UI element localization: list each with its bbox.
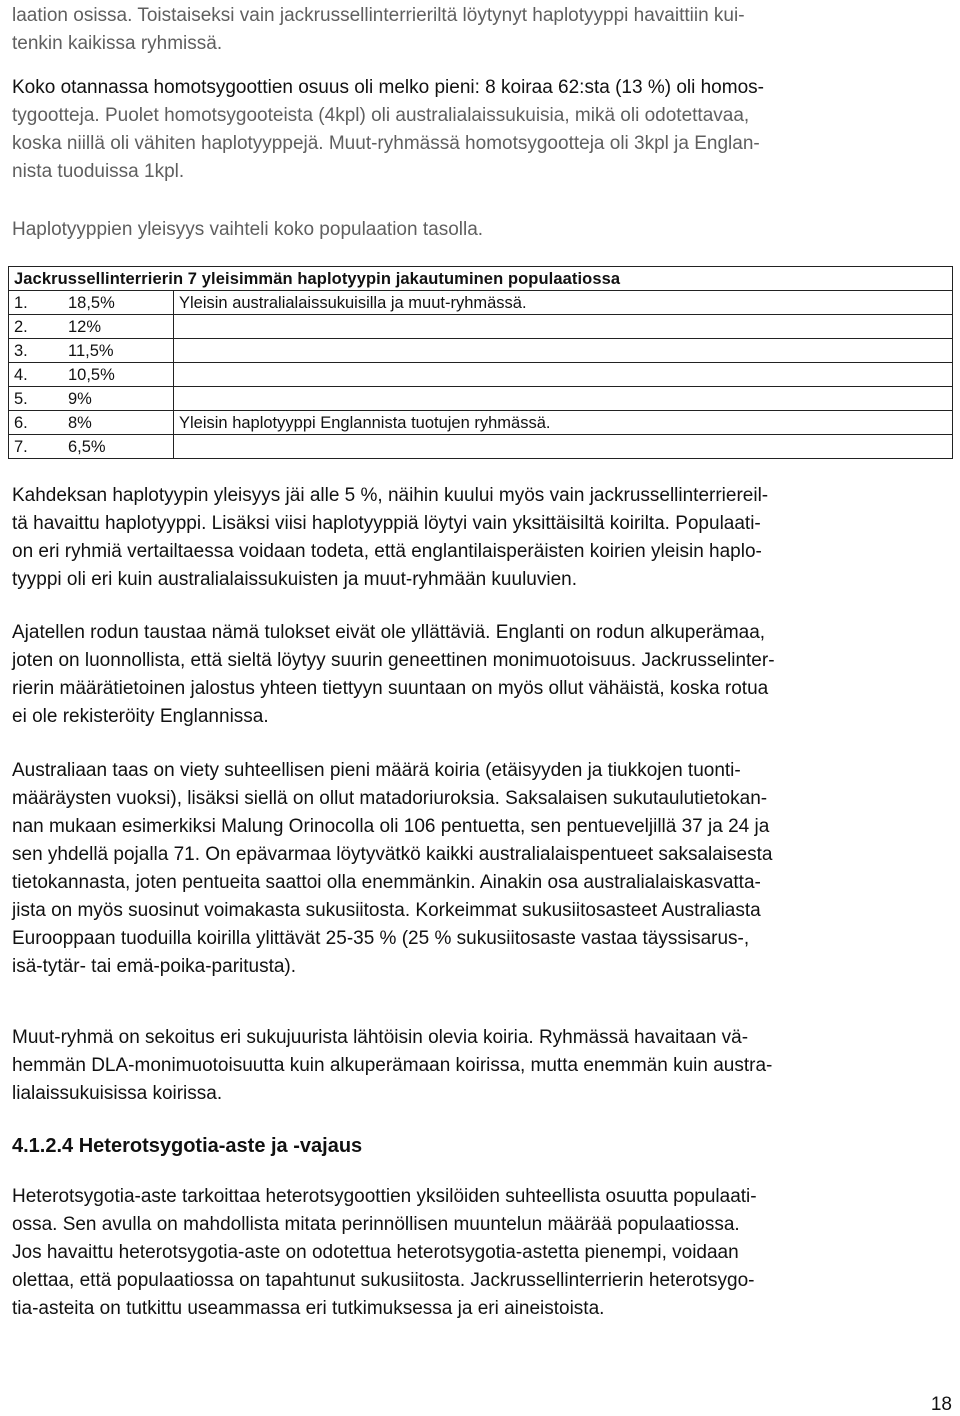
rank-cell: 6. — [9, 411, 64, 435]
text-line: rierin määrätietoinen jalostus yhteen tiettyyn suuntaan on myös ollut vähäistä, koska rotua — [12, 678, 769, 699]
haplotype-table — [8, 266, 953, 459]
text-line: sen yhdellä pojalla 71. On epävarmaa löytyvätkö kaikki australialaispentueet saksalaisesta — [12, 844, 773, 865]
text-line: määräysten vuoksi), lisäksi siellä on ollut matadoriuroksia. Saksalaisen sukutaulutietokan- — [12, 788, 768, 809]
text-line: tenkin kaikissa ryhmissä. — [12, 33, 223, 54]
text-line: Ajatellen rodun taustaa nämä tulokset eivät ole yllättäviä. Englanti on rodun alkuperämaa, — [12, 622, 766, 643]
table-row — [9, 339, 953, 363]
note-cell: Yleisin haplotyyppi Englannista tuotujen ryhmässä. — [174, 411, 953, 435]
text-line: nista tuoduissa 1kpl. — [12, 161, 185, 182]
text-line: Koko otannassa homotsygoottien osuus oli melko pieni: 8 koiraa 62:sta (13 %) oli homos- — [12, 77, 764, 98]
table-row — [9, 315, 953, 339]
percent-cell: 10,5% — [63, 363, 174, 387]
text-line: joten on luonnollista, että sieltä löytyy suurin geneettinen monimuotoisuus. Jackrusselinter- — [12, 650, 775, 671]
section-heading: 4.1.2.4 Heterotsygotia-aste ja -vajaus — [12, 1135, 363, 1157]
percent-cell: 6,5% — [63, 435, 174, 459]
muut-group-paragraph — [12, 1024, 952, 1108]
text-line: laation osissa. Toistaiseksi vain jackrussellinterrieriltä löytynyt haplotyyppi havaittiin kui- — [12, 5, 745, 26]
percent-cell: 9% — [63, 387, 174, 411]
text-line: Haplotyyppien yleisyys vaihteli koko populaation tasolla. — [12, 219, 484, 240]
text-line: Heterotsygotia-aste tarkoittaa heterotsygoottien yksilöiden suhteellista osuutta populaati- — [12, 1186, 757, 1207]
text-line: tia-asteita on tutkittu useammassa eri tutkimuksessa ja eri aineistoista. — [12, 1298, 605, 1319]
text-line: Jos havaittu heterotsygotia-aste on odotettua heterotsygotia-astetta pienempi, voidaan — [12, 1242, 739, 1263]
heterozygosity-paragraph — [12, 1183, 952, 1323]
table-row — [9, 291, 953, 315]
text-line: hemmän DLA-monimuotoisuutta kuin alkuperämaan koirissa, mutta enemmän kuin austra- — [12, 1055, 773, 1076]
note-cell: Yleisin australialaissukuisilla ja muut-ryhmässä. — [174, 291, 953, 315]
note-cell — [174, 339, 953, 363]
rank-cell: 7. — [9, 435, 64, 459]
rank-cell: 5. — [9, 387, 64, 411]
rank-cell: 1. — [9, 291, 64, 315]
text-line: tä havaittu haplotyyppi. Lisäksi viisi haplotyyppiä löytyi vain yksittäisiltä koirilta. Populaati- — [12, 513, 761, 534]
text-line: lialaissukuisissa koirissa. — [12, 1083, 223, 1104]
text-line: Kahdeksan haplotyypin yleisyys jäi alle 5 %, näihin kuului myös vain jackrussellinterriereil- — [12, 485, 769, 506]
table-title: Jackrussellinterrierin 7 yleisimmän haplotyypin jakautuminen populaatiossa — [9, 267, 953, 291]
homozygote-paragraph — [12, 74, 952, 186]
text-line: jista on myös suosinut voimakasta sukusiitosta. Korkeimmat sukusiitosasteet Australiasta — [12, 900, 761, 921]
text-line: on eri ryhmiä vertailtaessa voidaan todeta, että englantilaisperäisten koirien yleisin haplo- — [12, 541, 762, 562]
background-paragraph — [12, 619, 952, 731]
text-line: nan mukaan esimerkiksi Malung Orinocolla oli 106 pentuetta, sen pentueveljillä 37 ja 24 ja — [12, 816, 770, 837]
text-line: tyyppi oli eri kuin australialaissukuisten ja muut-ryhmään kuuluvien. — [12, 569, 577, 590]
eight-haplotypes-paragraph — [12, 482, 952, 594]
table-row — [9, 387, 953, 411]
text-line: tietokannasta, joten pentueita saattoi olla enemmänkin. Ainakin osa australialaiskasvatta- — [12, 872, 761, 893]
table-row — [9, 363, 953, 387]
percent-cell: 8% — [63, 411, 174, 435]
rank-cell: 4. — [9, 363, 64, 387]
text-line: Muut-ryhmä on sekoitus eri sukujuurista lähtöisin olevia koiria. Ryhmässä havaitaan vä- — [12, 1027, 749, 1048]
note-cell — [174, 387, 953, 411]
australia-paragraph — [12, 757, 952, 981]
text-line: ossa. Sen avulla on mahdollista mitata perinnöllisen muuntelun määrää populaatiossa. — [12, 1214, 740, 1235]
text-line: tygootteja. Puolet homotsygooteista (4kpl) oli australialaissukuisia, mikä oli odotettavaa, — [12, 105, 750, 126]
table-row — [9, 435, 953, 459]
rank-cell: 3. — [9, 339, 64, 363]
text-line: Australiaan taas on viety suhteellisen pieni määrä koiria (etäisyyden ja tiukkojen tuonti- — [12, 760, 741, 781]
table-title-row — [9, 267, 953, 291]
text-line: koska niillä oli vähiten haplotyyppejä. Muut-ryhmässä homotsygootteja oli 3kpl ja Englan- — [12, 133, 760, 154]
table-row — [9, 411, 953, 435]
percent-cell: 18,5% — [63, 291, 174, 315]
percent-cell: 12% — [63, 315, 174, 339]
text-line: olettaa, että populaatiossa on tapahtunut sukusiitosta. Jackrussellinterrierin heterotsygo- — [12, 1270, 755, 1291]
variation-paragraph — [12, 216, 952, 244]
rank-cell: 2. — [9, 315, 64, 339]
text-line: Eurooppaan tuoduilla koirilla ylittävät 25-35 % (25 % sukusiitosaste vastaa täyssisarus-, — [12, 928, 750, 949]
note-cell — [174, 315, 953, 339]
text-line: ei ole rekisteröity Englannissa. — [12, 706, 269, 727]
text-line: isä-tytär- tai emä-poika-paritusta). — [12, 956, 297, 977]
intro-paragraph — [12, 2, 952, 58]
percent-cell: 11,5% — [63, 339, 174, 363]
note-cell — [174, 435, 953, 459]
page-number: 18 — [930, 1394, 952, 1415]
note-cell — [174, 363, 953, 387]
